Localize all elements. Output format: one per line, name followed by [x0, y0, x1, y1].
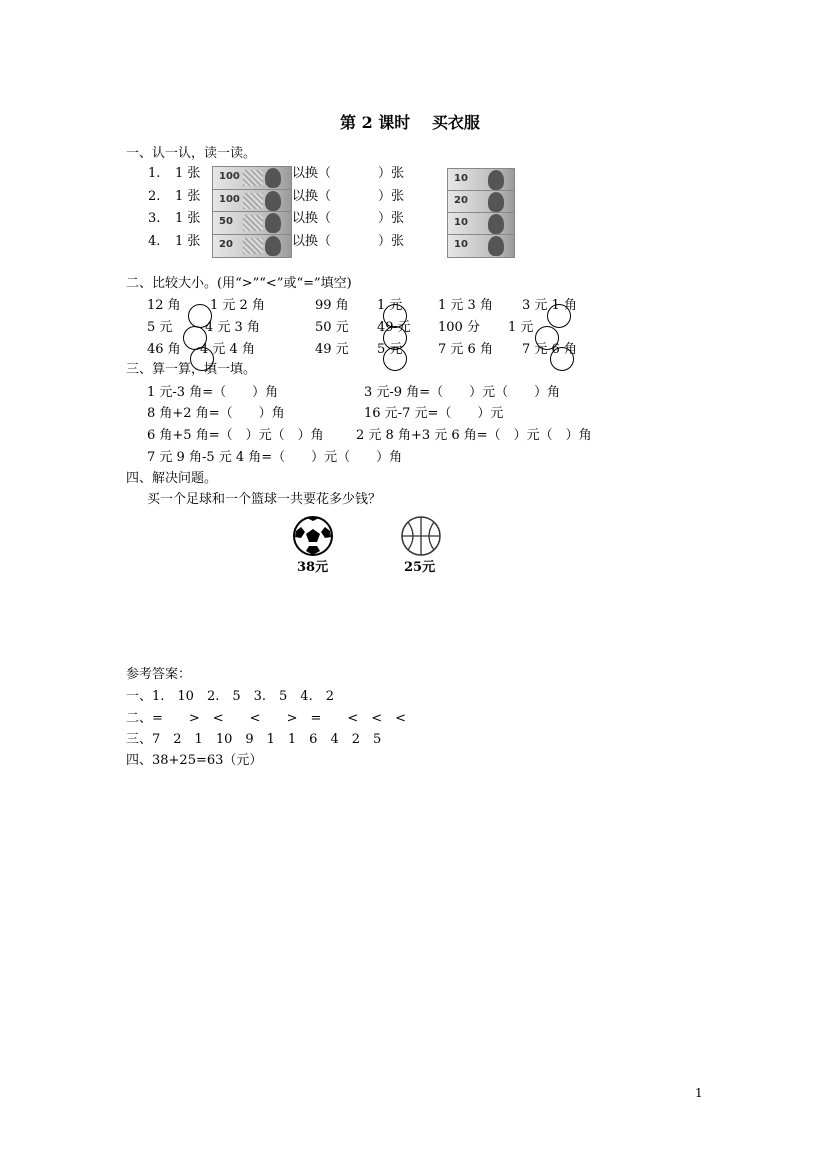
compare-left: 5 元	[147, 320, 173, 335]
row-number: 4.	[148, 234, 161, 249]
calc-item: 3 元-9 角=（ ）元（ ）角	[364, 385, 561, 400]
banknote-image	[212, 234, 292, 258]
row-prefix: 1 张	[175, 189, 201, 204]
answer-line: 二、= > < < > = < < <	[126, 711, 407, 726]
section-1-heading: 一、认一认，读一读。	[126, 146, 257, 161]
row-number: 3.	[148, 211, 161, 226]
banknote-image	[447, 190, 515, 214]
banknote-image	[447, 234, 515, 258]
row-suffix: ）张	[378, 234, 405, 249]
banknote-image	[212, 189, 292, 213]
answer-line: 一、1. 10 2. 5 3. 5 4. 2	[126, 689, 334, 704]
calc-item: 1 元-3 角=（ ）角	[147, 385, 279, 400]
soccer-price: 38元	[297, 560, 329, 575]
answer-circle[interactable]	[550, 347, 574, 371]
banknote-denomination: 20	[219, 239, 233, 250]
compare-left: 49 元	[315, 342, 349, 357]
compare-right: 3 元 1 角	[522, 298, 577, 313]
page-title: 第 2 课时 买衣服	[340, 113, 480, 132]
compare-left: 1 元 3 角	[438, 298, 493, 313]
calc-item: 7 元 9 角-5 元 4 角=（ ）元（ ）角	[147, 450, 403, 465]
compare-right: 1 元 2 角	[210, 298, 265, 313]
section-4-heading: 四、解决问题。	[126, 471, 218, 486]
compare-right: 7 元 6 角	[522, 342, 577, 357]
banknote-stack-image	[447, 168, 513, 264]
section-3-heading: 三、算一算，填一填。	[126, 362, 257, 377]
compare-left: 7 元 6 角	[438, 342, 493, 357]
row-prefix: 1 张	[175, 211, 201, 226]
banknote-image	[447, 168, 515, 192]
row-number: 2.	[148, 189, 161, 204]
calc-item: 16 元-7 元=（ ）元	[364, 406, 504, 421]
row-middle: 以换（	[292, 166, 332, 181]
compare-right: 1 元	[508, 320, 534, 335]
banknote-denomination: 20	[454, 195, 468, 206]
compare-right: 4 元 3 角	[205, 320, 260, 335]
answer-circle[interactable]	[383, 347, 407, 371]
row-number: 1.	[148, 166, 161, 181]
page-number: 1	[695, 1086, 703, 1100]
calc-item: 8 角+2 角=（ ）角	[147, 406, 285, 421]
compare-left: 99 角	[315, 298, 349, 313]
compare-right: 5 元	[377, 342, 403, 357]
compare-left: 50 元	[315, 320, 349, 335]
calc-item: 6 角+5 角=（ ）元（ ）角	[147, 428, 324, 443]
row-middle: 以换（	[292, 189, 332, 204]
banknote-denomination: 50	[219, 216, 233, 227]
row-middle: 以换（	[292, 234, 332, 249]
banknote-image	[447, 212, 515, 236]
row-suffix: ）张	[378, 211, 405, 226]
compare-right: 1 元	[377, 298, 403, 313]
answer-circle[interactable]	[535, 326, 559, 350]
banknote-denomination: 100	[219, 171, 240, 182]
basketball-price: 25元	[404, 560, 436, 575]
banknote-denomination: 10	[454, 173, 468, 184]
word-problem: 买一个足球和一个篮球一共要花多少钱？	[147, 492, 382, 507]
compare-right: 49 元	[377, 320, 411, 335]
compare-left: 46 角	[147, 342, 181, 357]
answer-circle[interactable]	[188, 304, 212, 328]
compare-left: 100 分	[438, 320, 480, 335]
banknote-denomination: 10	[454, 239, 468, 250]
banknote-denomination: 10	[454, 217, 468, 228]
row-prefix: 1 张	[175, 234, 201, 249]
answers-heading: 参考答案：	[126, 667, 192, 682]
answer-circle[interactable]	[547, 304, 571, 328]
answer-circle[interactable]	[383, 304, 407, 328]
compare-right: 4 元 4 角	[200, 342, 255, 357]
answer-line: 三、7 2 1 10 9 1 1 6 4 2 5	[126, 732, 382, 747]
calc-item: 2 元 8 角+3 元 6 角=（ ）元（ ）角	[356, 428, 592, 443]
answer-line: 四、38+25=63（元）	[126, 753, 263, 768]
banknote-image	[212, 211, 292, 235]
banknote-denomination: 100	[219, 194, 240, 205]
row-suffix: ）张	[378, 189, 405, 204]
row-middle: 以换（	[292, 211, 332, 226]
row-prefix: 1 张	[175, 166, 201, 181]
soccer-ball-icon	[292, 515, 334, 557]
section-2-heading: 二、比较大小。(用“>”“<”或“=”填空)	[126, 276, 352, 291]
banknote-image	[212, 166, 292, 190]
row-suffix: ）张	[378, 166, 405, 181]
compare-left: 12 角	[147, 298, 181, 313]
basketball-icon	[400, 515, 442, 557]
